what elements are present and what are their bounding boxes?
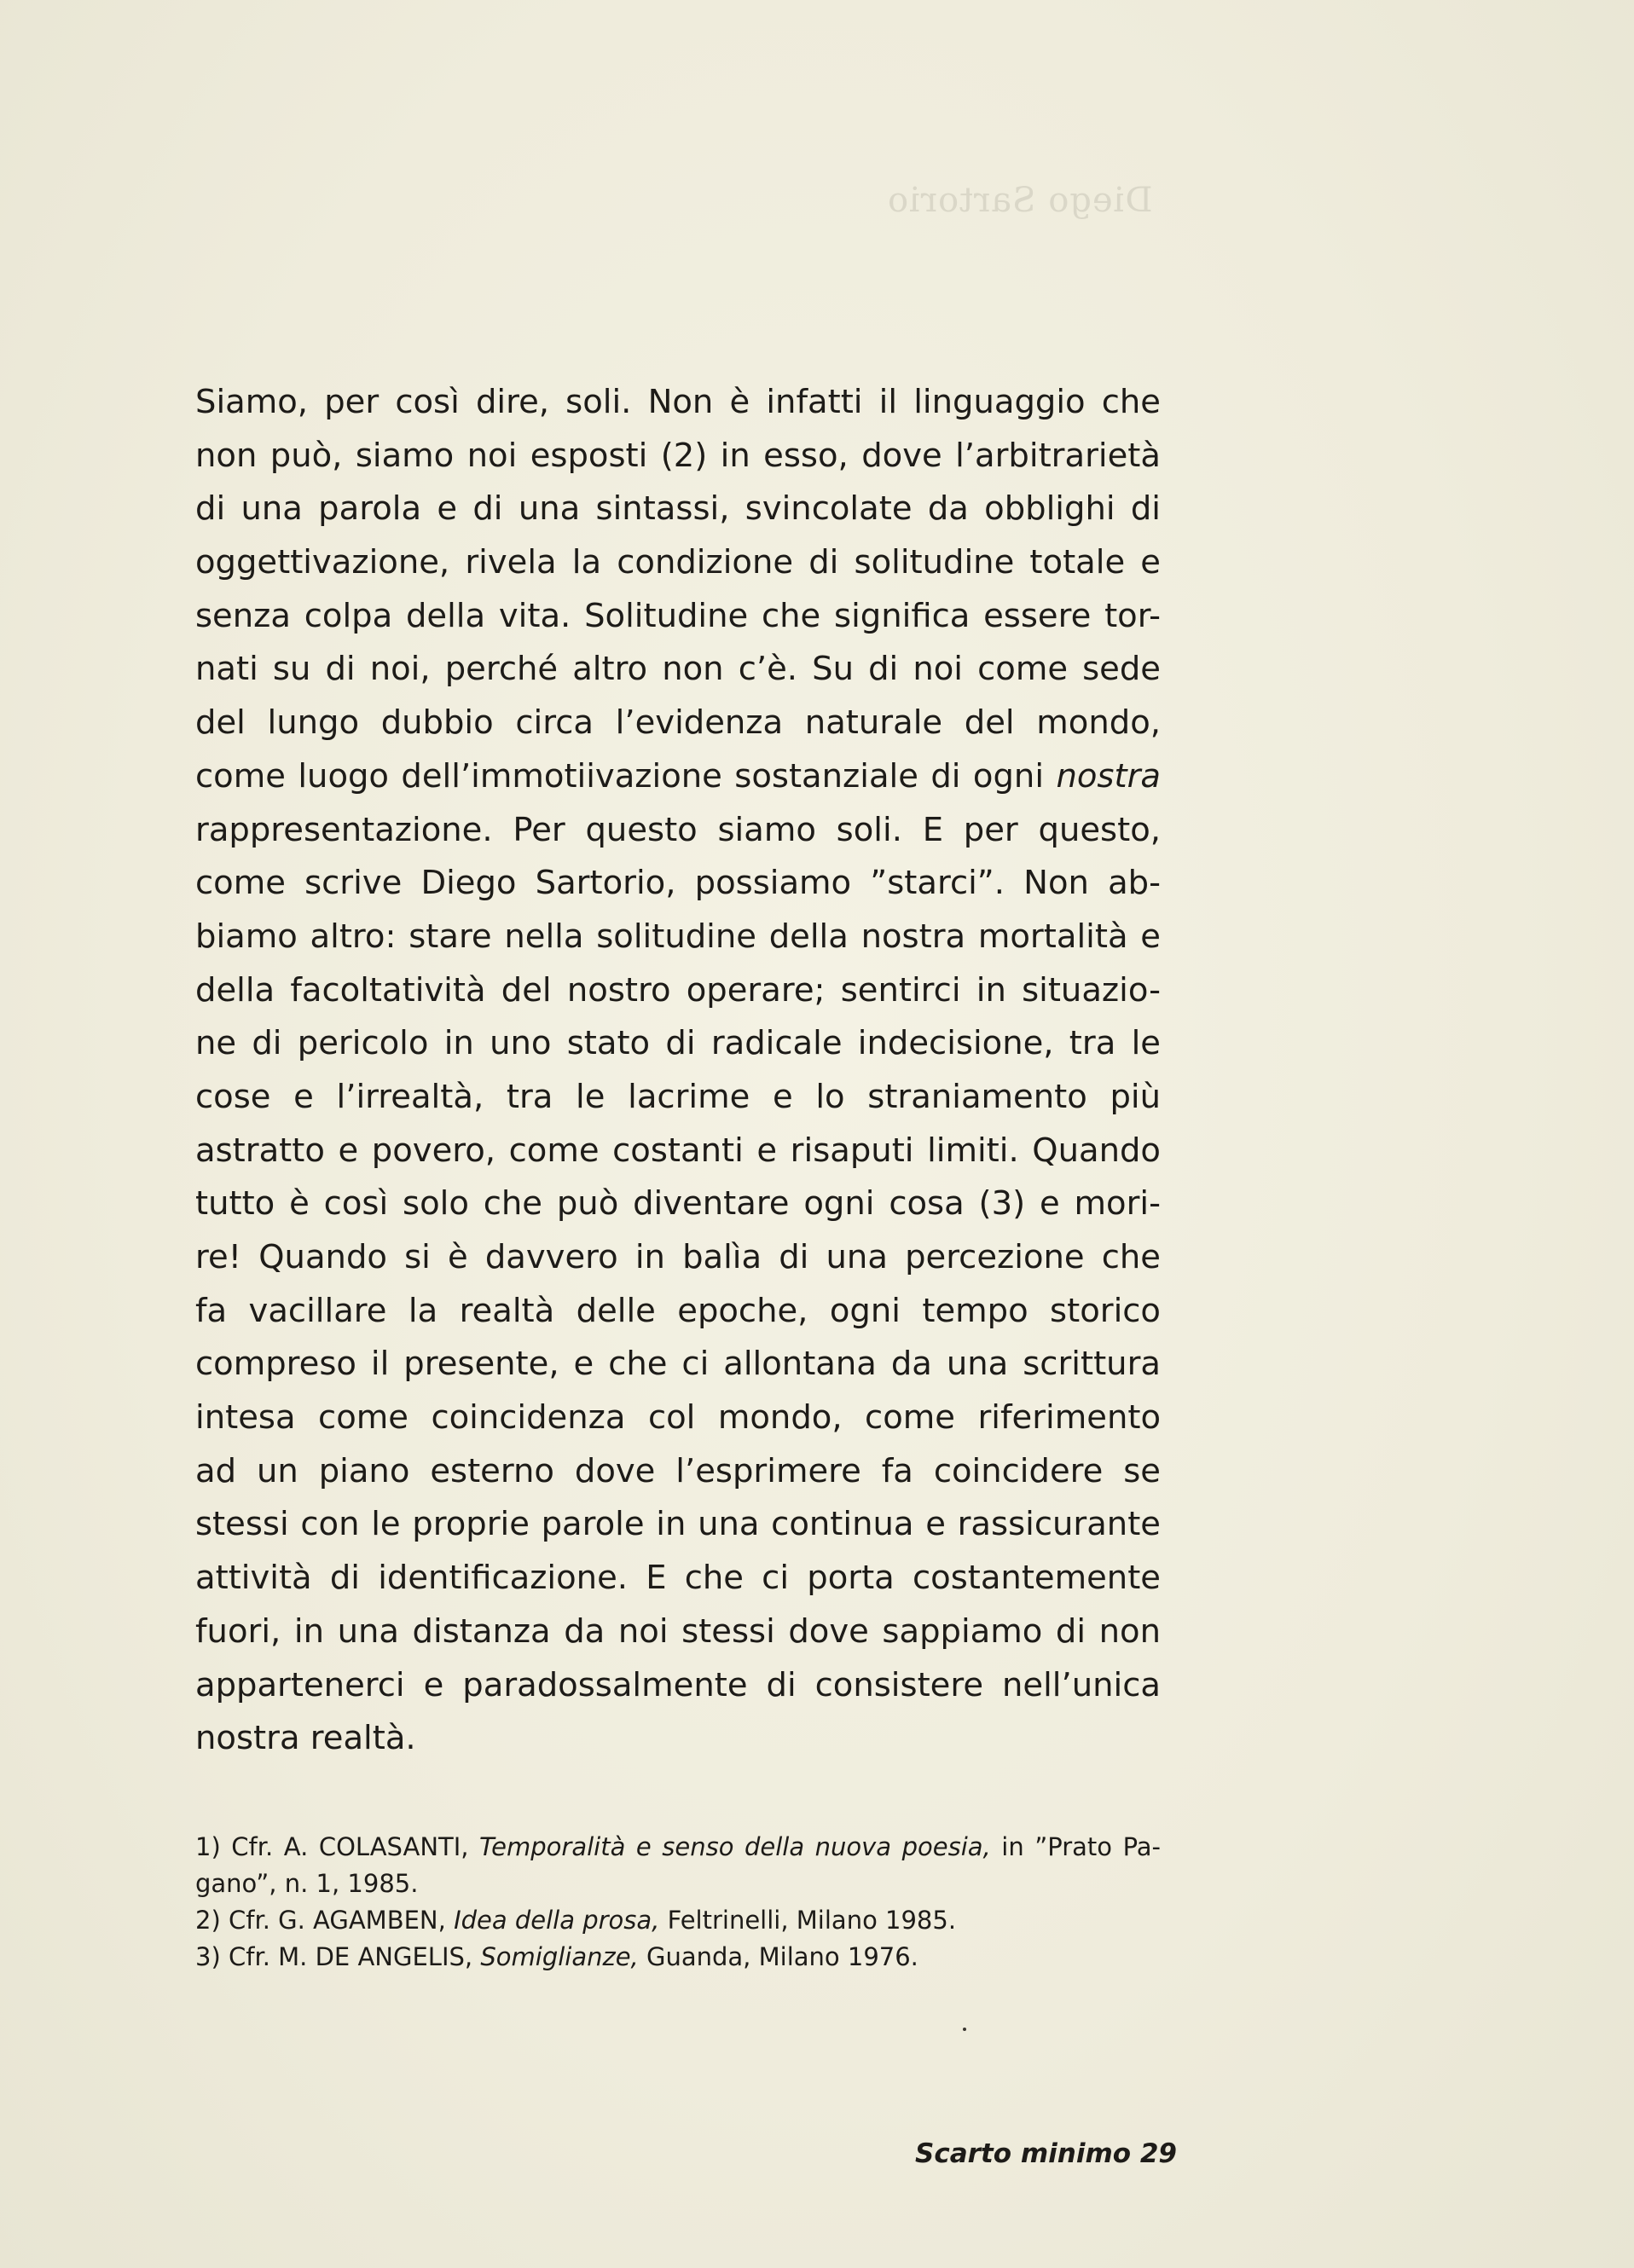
- text-line: nati su di noi, perché altro non c’è. Su di noi come sede: [195, 650, 1161, 689]
- text-line: compreso il presente, e che ci allontana da una scrittura: [195, 1345, 1161, 1384]
- text-line: ad un piano esterno dove l’esprimere fa coincidere se: [195, 1451, 1161, 1490]
- text-line: ne di pericolo in uno stato di radicale indecisione, tra le: [195, 1024, 1161, 1063]
- ink-speck: [963, 2028, 966, 2031]
- italic-word: nostra: [1056, 756, 1161, 796]
- text-line: intesa come coincidenza col mondo, come riferimento: [195, 1398, 1161, 1438]
- text-line: re! Quando si è davvero in balìa di una percezione che: [195, 1238, 1161, 1276]
- footnote-title: Temporalità e senso della nuova poesia,: [479, 1832, 991, 1861]
- text-line: come scrive Diego Sartorio, possiamo ”starci”. Non ab-: [195, 864, 1161, 903]
- footnotes: [195, 1829, 1161, 1976]
- text-line: della facoltatività del nostro operare; sentirci in situazio-: [195, 970, 1161, 1010]
- text-line: Siamo, per così dire, soli. Non è infatti il linguaggio che: [195, 383, 1161, 421]
- text-line: del lungo dubbio circa l’evidenza naturale del mondo,: [195, 703, 1161, 743]
- footnote-2: [195, 1902, 1161, 1939]
- footnote-ref: 2) Cfr. G. AGAMBEN,: [195, 1906, 455, 1935]
- text-line: tutto è così solo che può diventare ogni cosa (3) e mori-: [195, 1184, 1161, 1224]
- text-line: senza colpa della vita. Solitudine che significa essere tor-: [195, 596, 1161, 635]
- text-line: cose e l’irrealtà, tra le lacrime e lo straniamento più: [195, 1077, 1161, 1116]
- text-line: [195, 750, 1161, 804]
- footnote-ref: 3) Cfr. M. DE ANGELIS,: [195, 1942, 481, 1971]
- footnote-3: [195, 1939, 1161, 1976]
- footnote-tail: in ”Prato Pa-: [990, 1832, 1161, 1861]
- footnote-ref: 1) Cfr. A. COLASANTI,: [195, 1832, 480, 1861]
- page-folio: Scarto minimo 29: [915, 2138, 1177, 2169]
- text-line: astratto e povero, come costanti e risaputi limiti. Quando: [195, 1131, 1161, 1170]
- footnote-title: Somiglianze,: [480, 1942, 639, 1971]
- footnote-tail: Feltrinelli, Milano 1985.: [659, 1906, 957, 1935]
- footnote-1-continuation: gano”, n. 1, 1985.: [195, 1869, 419, 1898]
- text-line: rappresentazione. Per questo siamo soli. E per questo,: [195, 810, 1161, 849]
- text-line: fuori, in una distanza da noi stessi dove sappiamo di non: [195, 1611, 1161, 1651]
- text-line: di una parola e di una sintassi, svincolate da obblighi di: [195, 489, 1161, 529]
- body-paragraph: [195, 376, 1161, 1766]
- text-line: oggettivazione, rivela la condizione di solitudine totale e: [195, 543, 1161, 582]
- footnote-1: [195, 1829, 1161, 1866]
- footnote-tail: Guanda, Milano 1976.: [638, 1942, 918, 1971]
- text-line: fa vacillare la realtà delle epoche, ogni tempo storico: [195, 1291, 1161, 1330]
- text-line: biamo altro: stare nella solitudine della nostra mortalità e: [195, 917, 1161, 956]
- text-line: nostra realtà.: [195, 1719, 416, 1758]
- text-line: stessi con le proprie parole in una continua e rassicurante: [195, 1505, 1161, 1544]
- footnote-title: Idea della prosa,: [454, 1906, 660, 1935]
- text-fragment: come luogo dell’immotiivazione sostanziale di ogni: [195, 756, 1045, 796]
- text-line: attività di identificazione. E che ci porta costantemente: [195, 1559, 1161, 1598]
- show-through-header: Diego Sartorio: [887, 181, 1153, 220]
- text-line: non può, siamo noi esposti (2) in esso, dove l’arbitrarietà: [195, 436, 1161, 475]
- text-line: appartenerci e paradossalmente di consistere nell’unica: [195, 1665, 1161, 1704]
